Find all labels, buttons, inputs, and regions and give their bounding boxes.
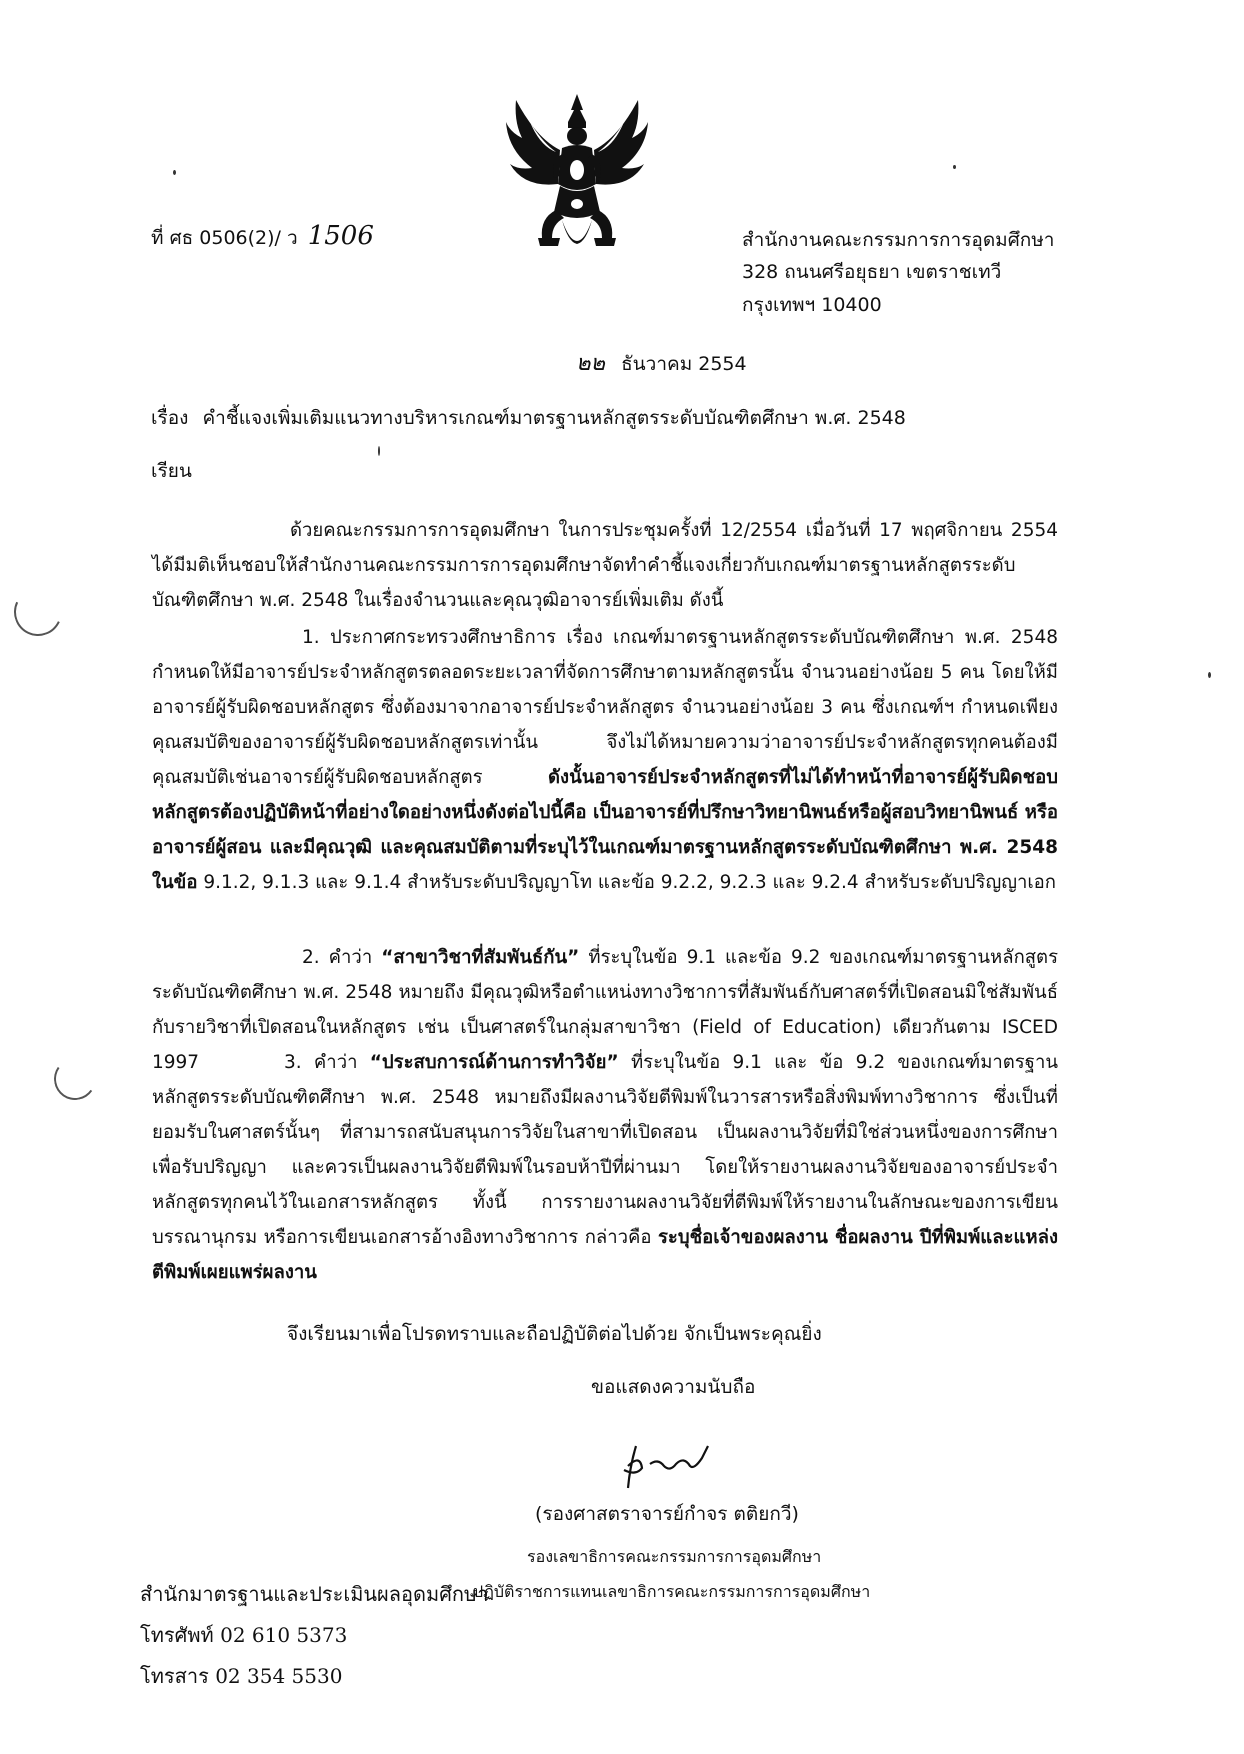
date-day-handwritten: ๒๒ bbox=[576, 351, 606, 376]
item-3-term: “ประสบการณ์ด้านการทำวิจัย” bbox=[369, 1052, 619, 1073]
signer-name: (รองศาสตราจารย์กำจร ตติยกวี) bbox=[535, 1503, 799, 1525]
salutation: เรียน bbox=[151, 460, 192, 482]
item-2-prefix: 2. คำว่า bbox=[302, 947, 373, 968]
office-address-line-3: กรุงเทพฯ 10400 bbox=[742, 294, 882, 316]
item-1-bold-text: ดังนั้นอาจารย์ประจำหลักสูตรที่ไม่ได้ทำหน้าที่อาจารย์ผู้รับผิดชอบหลักสูตรต้องปฏิบัติหน้าที่อย่างใดอย่างหนึ่งดังต่อไปนี้คือ เป็นอาจารย์ที่ปรึกษาวิทยานิพนธ์หรือผู้สอบวิทยานิพนธ์ หรืออาจารย์ผู้สอน และมีคุณวุฒิ และคุณสมบัติตามที่ระบุไว้ในเกณฑ์มาตรฐานหลักสูตรระดับบัณฑิตศึกษา พ.ศ. 2548 ในข้อ bbox=[152, 767, 1058, 893]
office-address-line-2: 328 ถนนศรีอยุธยา เขตราชเทวี bbox=[742, 261, 1002, 283]
scan-speck bbox=[173, 170, 176, 175]
garuda-emblem-icon bbox=[502, 92, 652, 262]
subject-text: คำชี้แจงเพิ่มเติมแนวทางบริหารเกณฑ์มาตรฐานหลักสูตรระดับบัณฑิตศึกษา พ.ศ. 2548 bbox=[202, 407, 906, 429]
intro-paragraph bbox=[152, 513, 1058, 618]
footer-phone: โทรศัพท์ 02 610 5373 bbox=[140, 1623, 348, 1647]
scan-punch-mark bbox=[7, 581, 69, 643]
item-3-prefix: 3. คำว่า bbox=[284, 1052, 358, 1073]
item-1-clauses: 9.1.2, 9.1.3 และ 9.1.4 สำหรับระดับปริญญาโท และข้อ 9.2.2, 9.2.3 และ 9.2.4 สำหรับระดับปริญญาเอก bbox=[203, 872, 1056, 893]
office-address-line-1: สำนักงานคณะกรรมการการอุดมศึกษา bbox=[742, 229, 1055, 251]
item-2-term: “สาขาวิชาที่สัมพันธ์กัน” bbox=[381, 947, 580, 968]
handwritten-signature bbox=[606, 1436, 726, 1492]
item-3-paragraph bbox=[152, 1045, 1058, 1290]
subject-line bbox=[151, 406, 906, 430]
item-2-text: ที่ระบุในข้อ 9.1 และข้อ 9.2 ของเกณฑ์มาตรฐานหลักสูตรระดับบัณฑิตศึกษา พ.ศ. 2548 หมายถึง มีคุณวุฒิหรือตำแหน่งทางวิชาการที่สัมพันธ์กับศาสตร์ที่เปิดสอนมิใช่สัมพันธ์กับรายวิชาที่เปิดสอนในหลักสูตร เช่น เป็นศาสตร์ในกลุ่มสาขาวิชา (Field of Education) เดียวกันตาม ISCED 1997 bbox=[152, 947, 1059, 1073]
subject-label: เรื่อง bbox=[151, 407, 189, 429]
closing-regards: ขอแสดงความนับถือ bbox=[591, 1376, 756, 1398]
reference-number bbox=[151, 221, 374, 251]
reference-number-printed: ที่ ศธ 0506(2)/ ว bbox=[151, 227, 298, 249]
item-1-text: 1. ประกาศกระทรวงศึกษาธิการ เรื่อง เกณฑ์มาตรฐานหลักสูตรระดับบัณฑิตศึกษา พ.ศ. 2548 กำหนดให้มีอาจารย์ประจำหลักสูตรตลอดระยะเวลาที่จัดการศึกษาตามหลักสูตรนั้น จำนวนอย่างน้อย 5 คน โดยให้มีอาจารย์ผู้รับผิดชอบหลักสูตร ซึ่งต้องมาจากอาจารย์ประจำหลักสูตร จำนวนอย่างน้อย 3 คน ซึ่งเกณฑ์ฯ กำหนดเพียงคุณสมบัติของอาจารย์ผู้รับผิดชอบหลักสูตรเท่านั้น จึงไม่ได้หมายความว่าอาจารย์ประจำหลักสูตรทุกคนต้องมีคุณสมบัติเช่นอาจารย์ผู้รับผิดชอบหลักสูตร bbox=[152, 627, 1058, 788]
letter-date bbox=[576, 352, 747, 376]
scan-punch-mark bbox=[51, 1055, 100, 1104]
footer-department: สำนักมาตรฐานและประเมินผลอุดมศึกษา bbox=[140, 1582, 489, 1606]
item-3-bold-ending: ระบุชื่อเจ้าของผลงาน ชื่อผลงาน ปีที่พิมพ์และแหล่งตีพิมพ์เผยแพร่ผลงาน bbox=[152, 1227, 1058, 1283]
footer-fax: โทรสาร 02 354 5530 bbox=[140, 1664, 343, 1688]
scan-speck bbox=[378, 446, 380, 456]
signer-title-2: ปฏิบัติราชการแทนเลขาธิการคณะกรรมการการอุดมศึกษา bbox=[473, 1582, 871, 1601]
signer-title-1: รองเลขาธิการคณะกรรมการการอุดมศึกษา bbox=[527, 1547, 822, 1566]
item-3-text: ที่ระบุในข้อ 9.1 และ ข้อ 9.2 ของเกณฑ์มาตรฐานหลักสูตรระดับบัณฑิตศึกษา พ.ศ. 2548 หมายถึงมีผลงานวิจัยตีพิมพ์ในวารสารหรือสิ่งพิมพ์ทางวิชาการ ซึ่งเป็นที่ยอมรับในศาสตร์นั้นๆ ที่สามารถสนับสนุนการวิจัยในสาขาที่เปิดสอน เป็นผลงานวิจัยที่มิใช่ส่วนหนึ่งของการศึกษาเพื่อรับปริญญา และควรเป็นผลงานวิจัยตีพิมพ์ในรอบห้าปีที่ผ่านมา โดยให้รายงานผลงานวิจัยของอาจารย์ประจำหลักสูตรทุกคนไว้ในเอกสารหลักสูตร ทั้งนี้ การรายงานผลงานวิจัยที่ตีพิมพ์ให้รายงานในลักษณะของการเขียนบรรณานุกรม หรือการเขียนเอกสารอ้างอิงทางวิชาการ กล่าวคือ bbox=[152, 1052, 1058, 1248]
item-1-paragraph bbox=[152, 620, 1058, 900]
intro-text: ด้วยคณะกรรมการการอุดมศึกษา ในการประชุมครั้งที่ 12/2554 เมื่อวันที่ 17 พฤศจิกายน 2554 ได้มีมติเห็นชอบให้สำนักงานคณะกรรมการการอุดมศึกษาจัดทำคำชี้แจงเกี่ยวกับเกณฑ์มาตรฐานหลักสูตรระดับบัณฑิตศึกษา พ.ศ. 2548 ในเรื่องจำนวนและคุณวุฒิอาจารย์เพิ่มเติม ดังนี้ bbox=[152, 520, 1058, 611]
scan-speck bbox=[953, 165, 956, 169]
closing-request: จึงเรียนมาเพื่อโปรดทราบและถือปฏิบัติต่อไปด้วย จักเป็นพระคุณยิ่ง bbox=[287, 1323, 822, 1345]
reference-number-handwritten: 1506 bbox=[307, 221, 374, 251]
date-month-year: ธันวาคม 2554 bbox=[621, 353, 747, 375]
scan-speck bbox=[1208, 672, 1211, 678]
